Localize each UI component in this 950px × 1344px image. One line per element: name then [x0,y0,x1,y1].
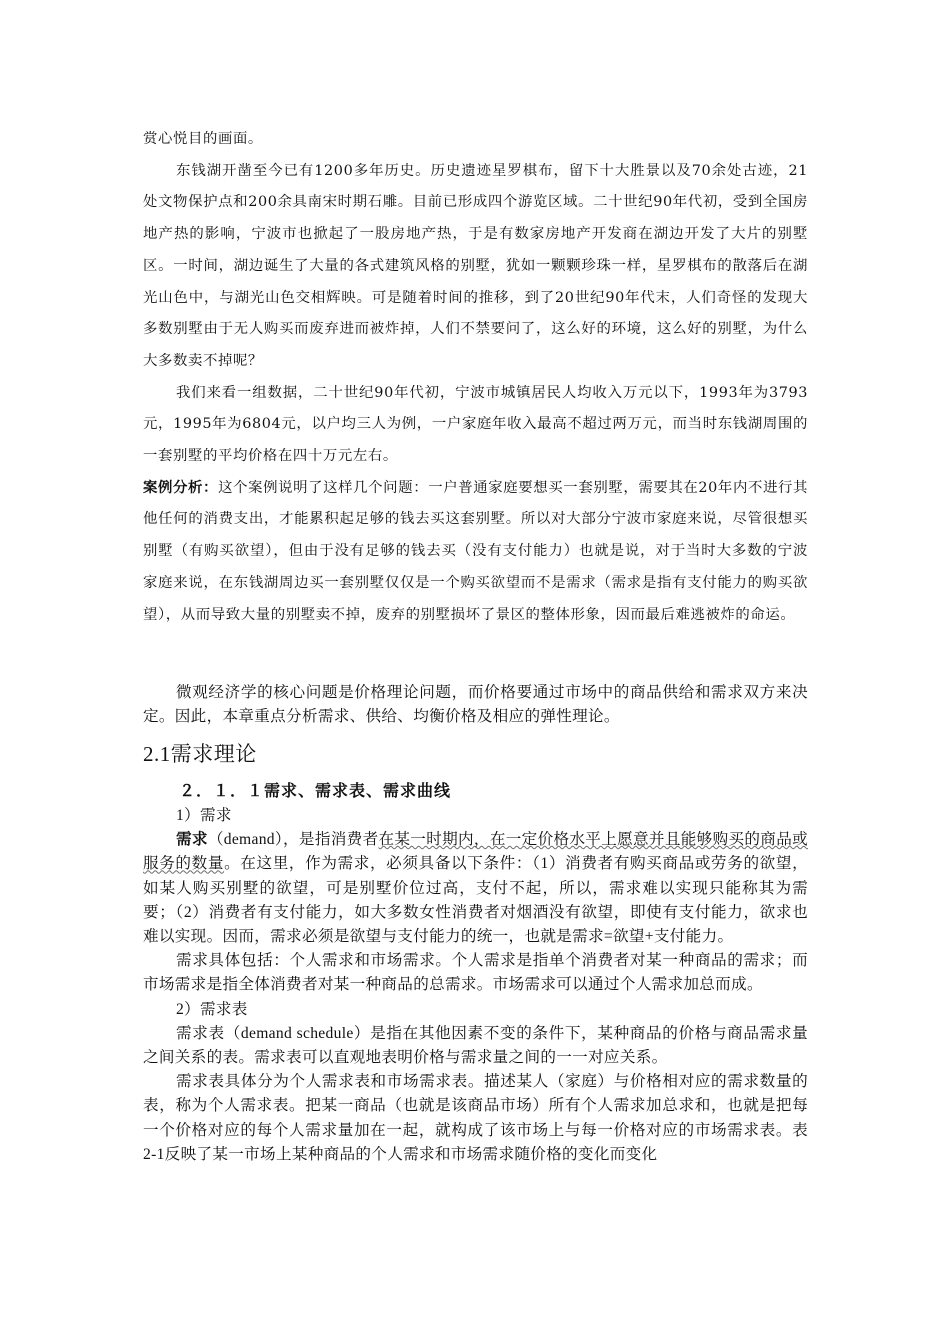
case-analysis-label: 案例分析： [143,479,219,496]
case-study [143,124,808,631]
item-demand-schedule: 2）需求表 [176,1000,248,1018]
case-paragraph-0: 赏心悦目的画面。 [143,131,263,147]
intro-paragraph: 微观经济学的核心问题是价格理论问题，而价格要通过市场中的商品供给和需求双方来决定。因此，本章重点分析需求、供给、均衡价格及相应的弹性理论。 [143,684,808,726]
demand-definition-rest: 。在这里，作为需求，必须具备以下条件：（1）消费者有购买商品或劳务的欲望，如某人购买别墅的欲望，可是别墅价位过高，支付不起，所以，需求难以实现只能称其为需要；（2）消费者有支付能力，如大多数女性消费者对烟酒没有欲望，即使有支付能力，欲求也难以实现。因而，需求必须是欲望与支付能力的统一，也就是需求=欲望+支付能力。 [143,855,808,946]
demand-term: 需求 [176,831,208,849]
demand-schedule-paragraph: 需求表（demand schedule）是指在其他因素不变的条件下，某种商品的价格与商品需求量之间关系的表。需求表可以直观地表明价格与需求量之间的一一对应关系。 [143,1024,808,1067]
item-demand: 1）需求 [176,807,232,824]
case-paragraph-1: 东钱湖开凿至今已有1200多年历史。历史遗迹星罗棋布，留下十大胜景以及70余处古迹，21处文物保护点和200余具南宋时期石雕。目前已形成四个游览区域。二十世纪90年代初，受到全国房地产热的影响，宁波市也掀起了一股房地产热，于是有数家房地产开发商在湖边开发了大片的别墅区。一时间，湖边诞生了大量的各式建筑风格的别墅，犹如一颗颗珍珠一样，星罗棋布的散落后在湖光山色中，与湖光山色交相辉映。可是随着时间的推移，到了20世纪90年代末，人们奇怪的发现大多数别墅由于无人购买而废弃进而被炸掉，人们不禁要问了，这么好的环境，这么好的别墅，为什么大多数卖不掉呢？ [143,162,808,369]
demand-types-paragraph: 需求具体包括：个人需求和市场需求。个人需求是指单个消费者对某一种商品的需求；而市场需求是指全体消费者对某一种商品的总需求。市场需求可以通过个人需求加总而成。 [143,952,808,994]
subsection-heading: ２．１．１需求、需求表、需求曲线 [179,781,452,800]
case-analysis [143,473,808,632]
demand-paren: （demand），是指消费者 [207,831,379,849]
demand-schedule-paragraph-2: 需求表具体分为个人需求表和市场需求表。描述某人（家庭）与价格相对应的需求数量的表，称为个人需求表。把某一商品（也就是该商品市场）所有个人需求加总求和，也就是把每一个价格对应的每个人需求量加在一起，就构成了该市场上与每一价格对应的市场需求表。表2-1反映了某一市场上某种商品的个人需求和市场需求随价格的变化而变化 [143,1073,808,1163]
case-analysis-text: 这个案例说明了这样几个问题：一户普通家庭要想买一套别墅，需要其在20年内不进行其他任何的消费支出，才能累积起足够的钱去买这套别墅。所以对大部分宁波市家庭来说，尽管很想买别墅（有购买欲望），但由于没有足够的钱去买（没有支付能力）也就是说，对于当时大多数的宁波家庭来说，在东钱湖周边买一套别墅仅仅是一个购买欲望而不是需求（需求是指有支付能力的购买欲望），从而导致大量的别墅卖不掉，废弃的别墅损坏了景区的整体形象，因而最后难逃被炸的命运。 [143,479,808,623]
case-paragraph-2: 我们来看一组数据，二十世纪90年代初，宁波市城镇居民人均收入万元以下，1993年为3793元，1995年为6804元，以户均三人为例，一户家庭年收入最高不超过两万元，而当时东钱湖周围的一套别墅的平均价格在四十万元左右。 [143,384,808,465]
demand-definition [143,828,808,949]
section-heading: 2.1需求理论 [143,742,257,766]
section-body [143,804,808,1167]
demand-definition-marked: 在某一时期内，在一定价格水平上愿意并且能够购买的商品或服务的数量 [143,831,809,873]
chapter-intro [143,681,808,729]
